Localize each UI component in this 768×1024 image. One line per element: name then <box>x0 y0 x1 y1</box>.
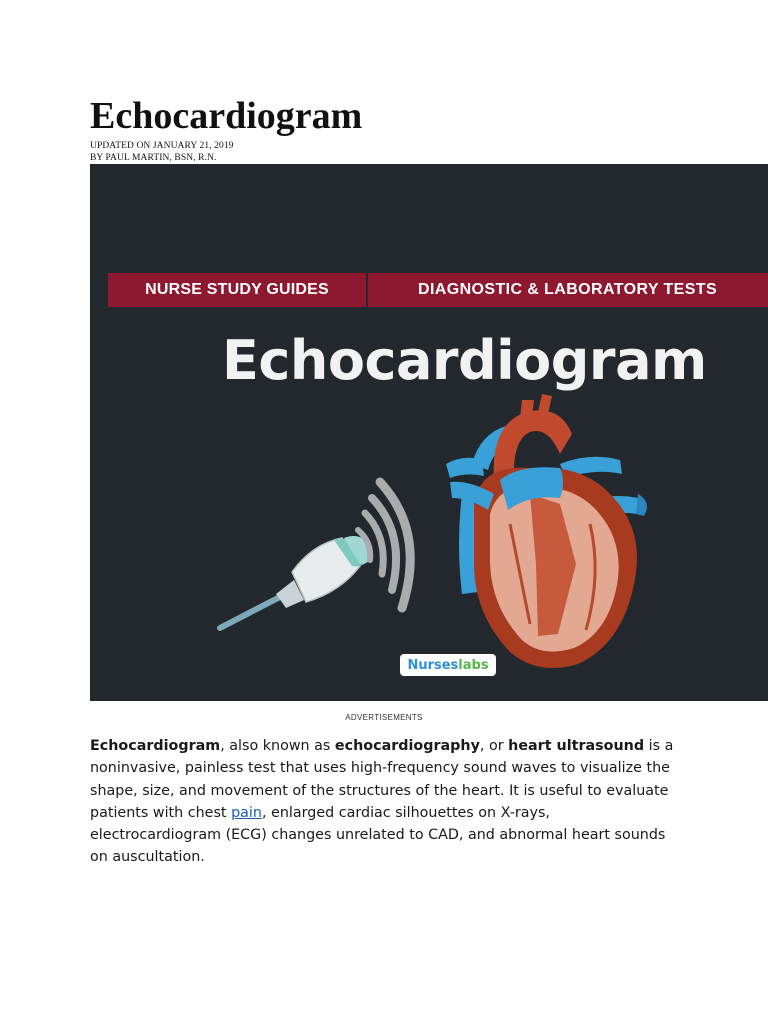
banner-label-tests: DIAGNOSTIC & LABORATORY TESTS <box>418 281 718 298</box>
banner-label-study-guides: NURSE STUDY GUIDES <box>108 273 368 307</box>
term-heart-ultrasound: heart ultrasound <box>508 738 645 754</box>
paragraph-text: , also known as <box>220 738 335 754</box>
hero-illustration <box>90 164 768 701</box>
ultrasound-probe-icon <box>220 536 372 628</box>
sound-waves-icon <box>358 482 410 608</box>
logo-text-part1: Nurses <box>407 657 459 673</box>
hero-heading: Echocardiogram <box>222 329 707 392</box>
paragraph-text: , or <box>479 738 509 754</box>
pain-link[interactable]: pain <box>231 804 262 821</box>
hero-image <box>90 164 768 701</box>
paragraph-text: , enlarged cardiac silhouettes on X-rays, electrocardiogram (ECG) changes unrelated to CAD, and abnormal heart sounds on auscultation. <box>90 804 666 866</box>
heart-icon <box>446 394 647 668</box>
nurseslabs-logo <box>400 654 496 676</box>
updated-date: UPDATED ON JANUARY 21, 2019 <box>90 141 234 151</box>
term-echocardiogram: Echocardiogram <box>90 738 221 754</box>
page-title: Echocardiogram <box>90 95 363 137</box>
term-echocardiography: echocardiography <box>334 738 480 754</box>
logo-text-part2: labs <box>458 657 489 673</box>
article-paragraph <box>90 735 680 869</box>
paragraph-text: is a noninvasive, painless test that uses high-frequency sound waves to visualize the shape, size, and movement of the structures of the heart. It is useful to evaluate patients with chest <box>90 738 674 821</box>
advertisements-label: ADVERTISEMENTS <box>345 713 423 722</box>
author-byline: BY PAUL MARTIN, BSN, R.N. <box>90 153 217 163</box>
